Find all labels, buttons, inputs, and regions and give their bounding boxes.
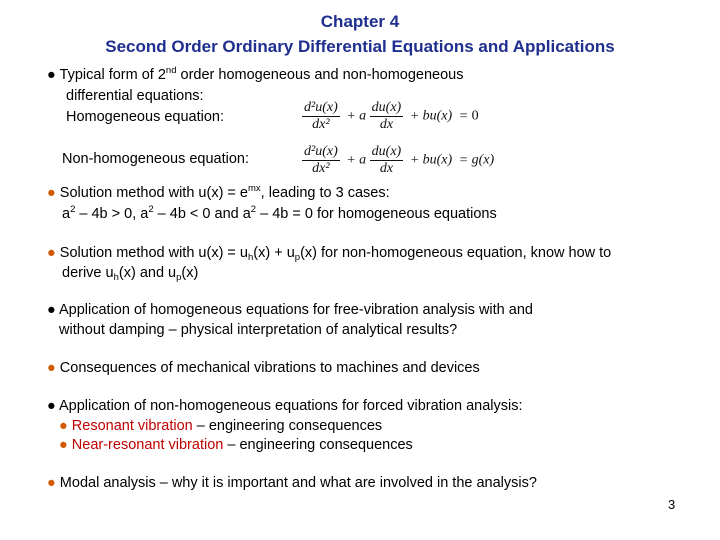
bullet-consequences: ● Consequences of mechanical vibrations to machines and devices <box>47 360 480 376</box>
bullet-icon: ● <box>47 185 56 201</box>
bullet-icon: ● <box>47 360 56 376</box>
sub-bullet-resonant: ● Resonant vibration – engineering consequences <box>59 418 383 434</box>
bullet-solution-nonhomog-line2: derive $u_h(x)$ and $u_p(x)$ <box>62 265 199 283</box>
bullet-free-vibration: ● Application of homogeneous equations for free-vibration analysis with and <box>47 302 533 318</box>
bullet-icon: ● <box>47 67 56 83</box>
chapter-title: Chapter 4 <box>320 12 400 31</box>
bullet-solution-emx-cases: $a^2 - 4b > 0$, $a^2 - 4b < 0$ and $a^2 - 4b = 0$ for homogeneous equations <box>62 204 497 222</box>
page-number: 3 <box>668 497 676 512</box>
nonhomogeneous-label: Non-homogeneous equation: <box>62 151 250 167</box>
bullet-icon: ● <box>59 437 68 453</box>
bullet-free-vibration-line2: without damping – physical interpretation of analytical results? <box>59 322 458 338</box>
sub-bullet-near-resonant: ● Near-resonant vibration – engineering consequences <box>59 437 413 453</box>
bullet-forced-vibration: ● Application of non-homogeneous equations for forced vibration analysis: <box>47 398 523 414</box>
bullet-typical-form-line2: differential equations: <box>66 88 204 104</box>
bullet-solution-nonhomog: ● Solution method with $u(x) = u_h(x) + u_p(x)$ for non-homogeneous equation, know how to <box>47 245 612 263</box>
bullet-icon: ● <box>47 398 56 414</box>
page-title: Second Order Ordinary Differential Equations and Applications <box>105 37 615 56</box>
bullet-modal-analysis: ● Modal analysis – why it is important and what are involved in the analysis? <box>47 475 537 491</box>
bullet-icon: ● <box>59 418 68 434</box>
bullet-icon: ● <box>47 245 56 261</box>
homogeneous-equation: $\frac{\text{d²u(x)}}{\text{dx²}}$ + a $\frac{du(x)}{dx}$ + bu(x) = 0 <box>304 100 479 132</box>
bullet-icon: ● <box>47 302 56 318</box>
bullet-typical-form: ● Typical form of 2nd order homogeneous and non-homogeneous <box>47 65 464 83</box>
bullet-icon: ● <box>47 475 56 491</box>
bullet-solution-emx: ● Solution method with $u(x) = e^{mx}$, leading to 3 cases: <box>47 183 390 201</box>
nonhomogeneous-equation: $\frac{\text{d²u(x)}}{\text{dx²}}$ + a $\frac{du(x)}{dx}$ + bu(x) = g(x) <box>304 144 495 176</box>
homogeneous-label: Homogeneous equation: <box>66 109 225 125</box>
